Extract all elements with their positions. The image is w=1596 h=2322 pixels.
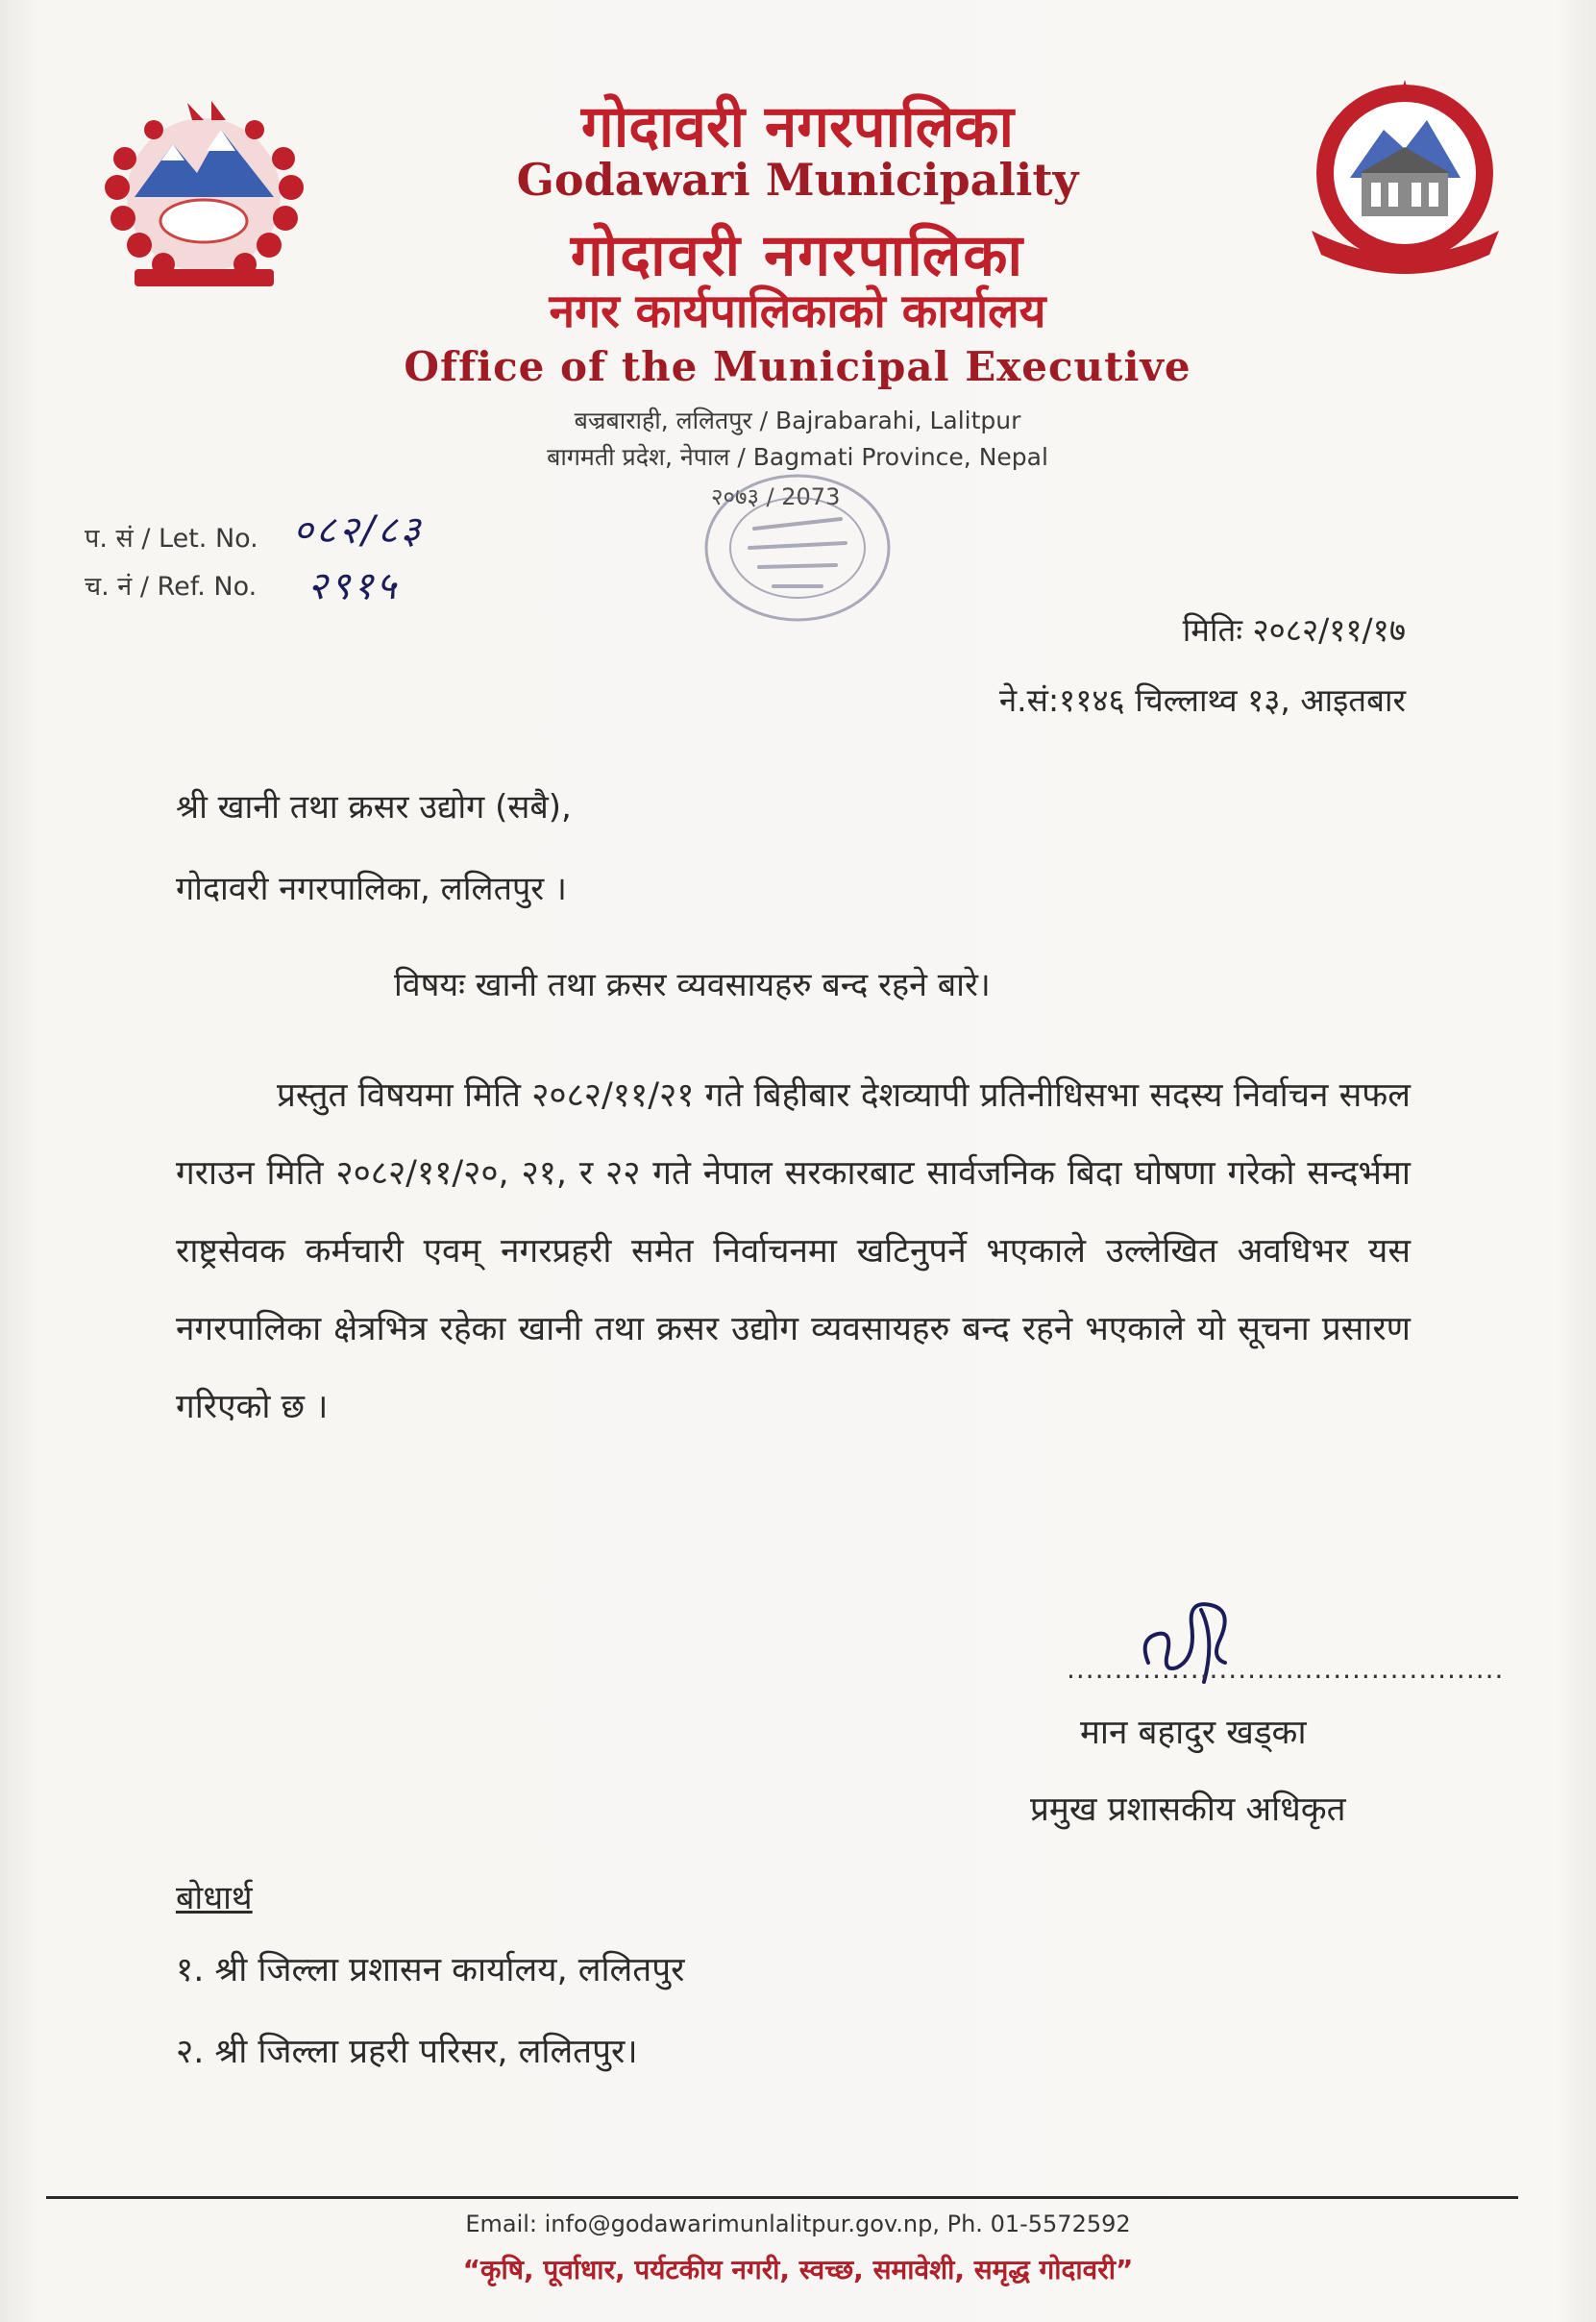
- footer-contact: Email: info@godawarimunlalitpur.gov.np, Ph. 01-5572592: [465, 2211, 1131, 2237]
- letter-body: [176, 1057, 1411, 1446]
- nepal-government-emblem-icon: [96, 91, 312, 298]
- established-year: २०७३ / 2073: [711, 483, 841, 510]
- cc-heading: बोधार्थ: [176, 1879, 253, 1917]
- date-nepal-sambat: ने.सं:११४६ चिल्लाथ्व १३, आइतबार: [998, 681, 1406, 719]
- office-seal-stamp-icon: [677, 452, 918, 644]
- signatory-title: प्रमुख प्रशासकीय अधिकृत: [1030, 1791, 1346, 1829]
- address-line-2: बागमती प्रदेश, नेपाल / Bagmati Province, Nepal: [547, 443, 1048, 471]
- office-name-english: Office of the Municipal Executive: [404, 343, 1191, 390]
- recipient-line-2: गोदावरी नगरपालिका, ललितपुर ।: [176, 870, 567, 908]
- footer-slogan: “कृषि, पूर्वाधार, पर्यटकीय नगरी, स्वच्छ, समावेशी, समृद्ध गोदावरी”: [462, 2254, 1134, 2285]
- footer-divider: [46, 2196, 1518, 2199]
- office-name-nepali: नगर कार्यपालिकाको कार्यालय: [549, 284, 1046, 338]
- municipality-name-nepali: गोदावरी नगरपालिका: [580, 93, 1015, 161]
- municipality-name-english: Godawari Municipality: [516, 154, 1079, 206]
- signature-line: ..............................................: [1067, 1653, 1505, 1685]
- letter-number-value: ०८२/८३: [293, 508, 424, 553]
- body-paragraph: प्रस्तुत विषयमा मिति २०८२/११/२१ गते बिहीबार देशव्यापी प्रतिनीधिसभा सदस्य निर्वाचन सफल गराउन मिति २०८२/११/२०, २१, र २२ गते नेपाल सरकारबाट सार्वजनिक बिदा घोषणा गरेको सन्दर्भमा राष्ट्रसेवक कर्मचारी एवम् नगरप्रहरी समेत निर्वाचनमा खटिनुपर्ने भएकाले उल्लेखित अवधिभर यस नगरपालिका क्षेत्रभित्र रहेका खानी तथा क्रसर उद्योग व्यवसायहरु बन्द रहने भएकाले यो सूचना प्रसारण गरिएको छ ।: [176, 1076, 1411, 1426]
- ref-number-label: च. नं / Ref. No.: [85, 572, 258, 602]
- municipality-name-newar: गोदावरी नगरपालिका: [570, 222, 1025, 289]
- letter-number-label: प. सं / Let. No.: [85, 524, 258, 554]
- address-line-1: बज्रबाराही, ललितपुर / Bajrabarahi, Lalitpur: [574, 407, 1021, 434]
- ref-number-value: २९१५: [307, 564, 400, 608]
- subject-line: विषयः खानी तथा क्रसर व्यवसायहरु बन्द रहने बारे।: [394, 966, 991, 1004]
- cc-item: २. श्री जिल्ला प्रहरी परिसर, ललितपुर।: [176, 2033, 638, 2071]
- recipient-line-1: श्री खानी तथा क्रसर उद्योग (सबै),: [176, 788, 572, 827]
- signatory-name: मान बहादुर खड्का: [1080, 1714, 1307, 1752]
- godawari-municipality-logo-icon: [1292, 72, 1518, 279]
- cc-item: १. श्री जिल्ला प्रशासन कार्यालय, ललितपुर: [176, 1951, 685, 1989]
- date-bs: मितिः २०८२/११/१७: [1182, 611, 1406, 649]
